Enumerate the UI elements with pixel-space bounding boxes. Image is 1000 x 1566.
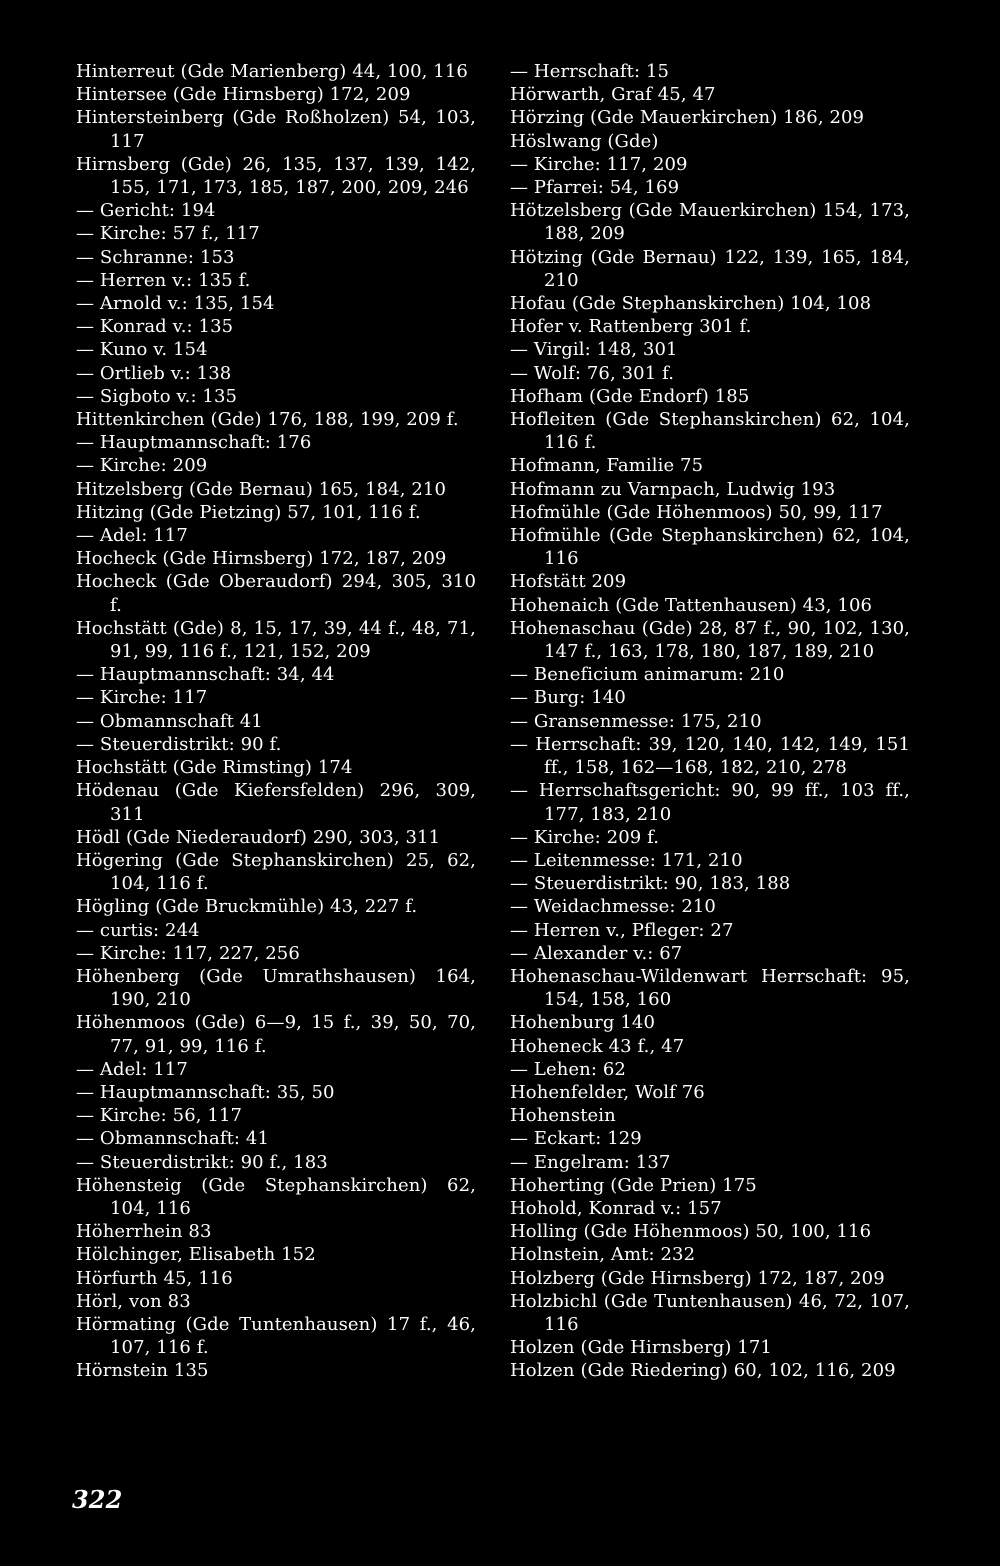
index-entry: — Weidachmesse: 210 (510, 896, 716, 918)
index-entry: — Pfarrei: 54, 169 (510, 177, 680, 199)
index-entry: Högling (Gde Bruckmühle) 43, 227 f. (76, 896, 418, 918)
index-entry: — Schranne: 153 (76, 246, 235, 268)
index-entry: Hohenstein (510, 1105, 616, 1127)
index-entry: Hötzelsberg (Gde Mauerkirchen) 154, 173, 188, 209 (510, 200, 910, 245)
index-entry: Hofmann, Familie 75 (510, 455, 704, 477)
index-entry: Höherrhein 83 (76, 1221, 212, 1243)
index-entry: — curtis: 244 (76, 919, 200, 941)
index-entry: — Konrad v.: 135 (76, 316, 234, 338)
index-entry: — Kirche: 117, 209 (510, 153, 688, 175)
page-number: 322 (72, 1485, 123, 1514)
index-entry: Hörzing (Gde Mauerkirchen) 186, 209 (510, 107, 865, 129)
index-entry: Hochstätt (Gde) 8, 15, 17, 39, 44 f., 48, 71, 91, 99, 116 f., 121, 152, 209 (76, 617, 476, 663)
index-entry: — Hauptmannschaft: 35, 50 (76, 1081, 335, 1103)
index-entry: — Lehen: 62 (510, 1058, 626, 1080)
index-entry: Hofau (Gde Stephanskirchen) 104, 108 (510, 293, 872, 315)
index-entry: Hintersteinberg (Gde Roßholzen) 54, 103, 117 (76, 107, 476, 152)
index-entry: — Steuerdistrikt: 90, 183, 188 (510, 873, 791, 895)
index-entry: — Engelram: 137 (510, 1151, 671, 1173)
index-entry: Hinterreut (Gde Marienberg) 44, 100, 116 (76, 61, 468, 82)
index-entry: — Kirche: 117 (76, 687, 208, 709)
index-entry: — Arnold v.: 135, 154 (76, 293, 275, 315)
index-entry: — Steuerdistrikt: 90 f. (76, 733, 282, 755)
index-entry: — Herrschaftsgericht: 90, 99 ff., 103 ff., 177, 183, 210 (510, 780, 910, 825)
index-entry: Hocheck (Gde Hirnsberg) 172, 187, 209 (76, 548, 447, 570)
index-entry: Hitzing (Gde Pietzing) 57, 101, 116 f. (76, 501, 421, 523)
index-entry: — Kirche: 209 (76, 455, 208, 477)
index-entry: — Kuno v. 154 (76, 339, 208, 361)
index-entry: — Obmannschaft: 41 (76, 1128, 270, 1150)
index-entry: Hötzing (Gde Bernau) 122, 139, 165, 184, 210 (510, 246, 910, 291)
index-entry: — Herren v., Pfleger: 27 (510, 919, 734, 941)
index-entry: Hörmating (Gde Tuntenhausen) 17 f., 46, 107, 116 f. (76, 1313, 476, 1359)
index-entry: — Leitenmesse: 171, 210 (510, 849, 743, 871)
index-entry: Höhenberg (Gde Umrathshausen) 164, 190, 210 (76, 965, 476, 1011)
index-entry: — Obmannschaft 41 (76, 710, 263, 732)
index-entry: Hohenaich (Gde Tattenhausen) 43, 106 (510, 594, 873, 616)
index-entry: — Gransenmesse: 175, 210 (510, 710, 762, 732)
index-entry: Hofmühle (Gde Stephanskirchen) 62, 104, 116 (510, 525, 910, 570)
index-entry: Hirnsberg (Gde) 26, 135, 137, 139, 142, 155, 171, 173, 185, 187, 200, 209, 246 (76, 153, 476, 199)
index-entry: Hofham (Gde Endorf) 185 (510, 385, 750, 407)
index-entry: Hofer v. Rattenberg 301 f. (510, 316, 752, 338)
index-entry: — Beneficium animarum: 210 (510, 664, 785, 686)
index-entry: — Kirche: 209 f. (510, 826, 660, 848)
index-entry: Hörwarth, Graf 45, 47 (510, 84, 716, 106)
index-entry: — Burg: 140 (510, 687, 626, 709)
index-entry: Holzen (Gde Hirnsberg) 171 (510, 1337, 772, 1359)
index-entry: Hochstätt (Gde Rimsting) 174 (76, 757, 353, 779)
index-entry: Holzen (Gde Riedering) 60, 102, 116, 209 (510, 1360, 896, 1382)
index-entry: Holnstein, Amt: 232 (510, 1244, 696, 1266)
index-entry: Hofleiten (Gde Stephanskirchen) 62, 104, 116 f. (510, 409, 910, 454)
index-entry: Hohold, Konrad v.: 157 (510, 1197, 722, 1219)
index-entry: Holling (Gde Höhenmoos) 50, 100, 116 (510, 1221, 872, 1243)
index-entry: Hittenkirchen (Gde) 176, 188, 199, 209 f. (76, 409, 459, 431)
index-entry: Hofmann zu Varnpach, Ludwig 193 (510, 478, 836, 500)
index-entry: — Herrschaft: 39, 120, 140, 142, 149, 151 ff., 158, 162—168, 182, 210, 278 (510, 733, 910, 779)
index-entry: — Adel: 117 (76, 525, 188, 547)
index-entry: Hörl, von 83 (76, 1290, 191, 1312)
index-entry: — Eckart: 129 (510, 1128, 642, 1150)
index-entry: Holzberg (Gde Hirnsberg) 172, 187, 209 (510, 1267, 885, 1289)
index-entry: Hoheneck 43 f., 47 (510, 1035, 685, 1057)
index-entry: Hödl (Gde Niederaudorf) 290, 303, 311 (76, 826, 441, 848)
index-entry: Höhenmoos (Gde) 6—9, 15 f., 39, 50, 70, 77, 91, 99, 116 f. (76, 1012, 476, 1057)
index-entry: Hitzelsberg (Gde Bernau) 165, 184, 210 (76, 478, 447, 500)
index-entry: — Herrschaft: 15 (510, 61, 670, 82)
index-entry: — Gericht: 194 (76, 200, 216, 222)
index-entry: — Wolf: 76, 301 f. (510, 362, 675, 384)
index-entry: — Sigboto v.: 135 (76, 385, 238, 407)
index-entry: — Steuerdistrikt: 90 f., 183 (76, 1151, 328, 1173)
index-entry: — Kirche: 117, 227, 256 (76, 942, 300, 964)
index-column-left (76, 60, 476, 1383)
index-column-right (510, 60, 910, 1383)
index-entry: Hofstätt 209 (510, 571, 627, 593)
index-entry: — Ortlieb v.: 138 (76, 362, 232, 384)
index-entry: — Kirche: 56, 117 (76, 1105, 243, 1127)
index-entry: — Virgil: 148, 301 (510, 339, 678, 361)
index-entry: — Alexander v.: 67 (510, 942, 683, 964)
index-entry: Hölchinger, Elisabeth 152 (76, 1244, 316, 1266)
index-entry: Hödenau (Gde Kiefersfelden) 296, 309, 311 (76, 780, 476, 825)
index-entry: Höslwang (Gde) (510, 130, 659, 152)
index-entry: Hohenaschau (Gde) 28, 87 f., 90, 102, 130, 147 f., 163, 178, 180, 187, 189, 210 (510, 617, 910, 663)
index-entry: Hohenfelder, Wolf 76 (510, 1081, 705, 1103)
index-entry: Hoherting (Gde Prien) 175 (510, 1174, 757, 1196)
index-entry: — Hauptmannschaft: 34, 44 (76, 664, 335, 686)
index-entry: Hofmühle (Gde Höhenmoos) 50, 99, 117 (510, 501, 883, 523)
index-entry: Hörfurth 45, 116 (76, 1267, 233, 1289)
index-entry: — Hauptmannschaft: 176 (76, 432, 312, 454)
index-entry: Hohenburg 140 (510, 1012, 655, 1034)
index-entry: Hocheck (Gde Oberaudorf) 294, 305, 310 f. (76, 571, 476, 616)
index-entry: — Kirche: 57 f., 117 (76, 223, 260, 245)
index-entry: Holzbichl (Gde Tuntenhausen) 46, 72, 107, 116 (510, 1290, 910, 1335)
index-entry: Högering (Gde Stephanskirchen) 25, 62, 104, 116 f. (76, 849, 476, 895)
index-entry: Höhensteig (Gde Stephanskirchen) 62, 104, 116 (76, 1174, 476, 1219)
index-entry: — Herren v.: 135 f. (76, 269, 251, 291)
index-entry: Hintersee (Gde Hirnsberg) 172, 209 (76, 84, 411, 106)
index-entry: Hörnstein 135 (76, 1360, 209, 1382)
index-entry: Hohenaschau-Wildenwart Herrschaft: 95, 154, 158, 160 (510, 965, 910, 1011)
index-entry: — Adel: 117 (76, 1058, 188, 1080)
